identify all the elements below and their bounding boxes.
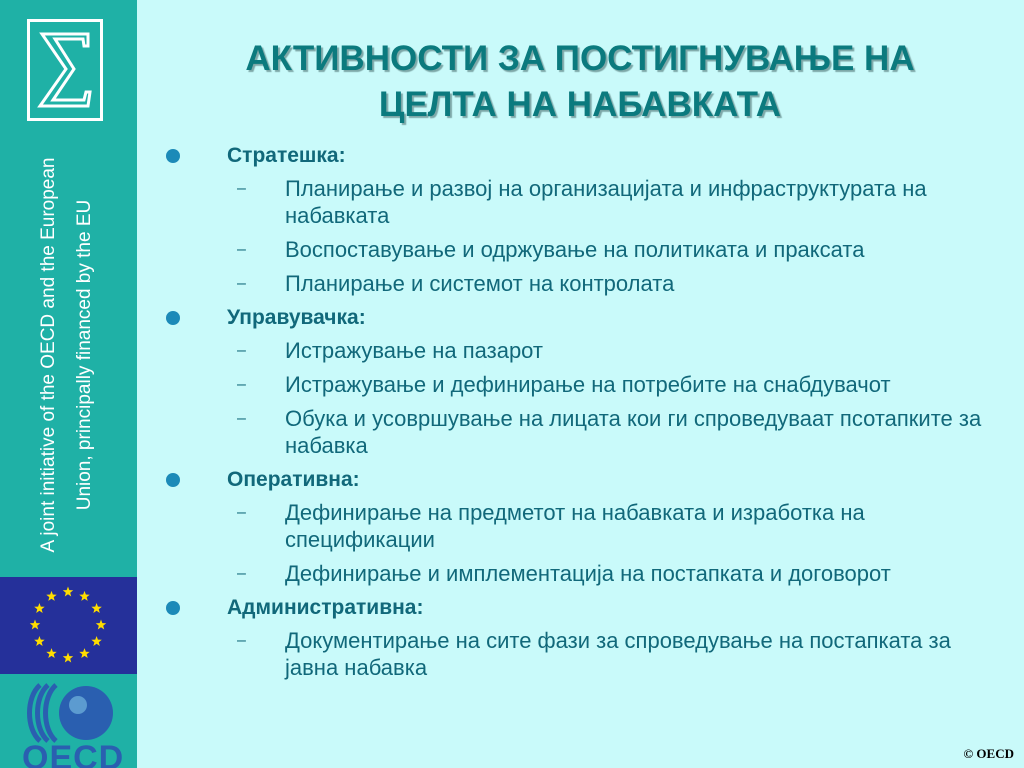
- eu-star-icon: [46, 648, 56, 658]
- category-label: Управувачка:: [227, 306, 366, 329]
- eu-star-icon: [46, 591, 56, 601]
- list-item: – Истражување и дефинирање на потребите на снабдувачот: [237, 372, 891, 397]
- eu-star-icon: [91, 603, 101, 613]
- dash-icon: –: [237, 241, 246, 258]
- dash-icon: –: [237, 632, 246, 649]
- list-item: – Воспоставување и одржување на политиката и праксата: [237, 237, 865, 262]
- list-item: – Планирање и развој на организацијата и инфраструктурата на набавката: [237, 176, 927, 228]
- category-header: [160, 466, 1010, 499]
- eu-star-icon: [34, 603, 44, 613]
- category-strategic: [160, 142, 1010, 297]
- eu-star-icon: [63, 653, 73, 663]
- sidebar: [0, 0, 137, 768]
- dash-icon: –: [237, 410, 246, 427]
- initiative-text-line2: Union, principally financed by the EU: [74, 199, 95, 511]
- eu-star-icon: [30, 620, 40, 630]
- bullet-dot-icon: [166, 473, 180, 487]
- activity-list: [160, 142, 1010, 688]
- dash-icon: –: [237, 565, 246, 582]
- slide-title-line2: ЦЕЛТА НА НАБАВКАТА: [378, 85, 782, 124]
- list-item: – Обука и усовршување на лицата кои ги спроведуваат псотапките за набавка: [237, 406, 982, 458]
- initiative-text-line1: A joint initiative of the OECD and the European: [38, 157, 59, 553]
- slide-title: [150, 36, 1010, 128]
- oecd-logo-text: OECD: [22, 739, 125, 768]
- category-label: Стратешка:: [227, 144, 346, 167]
- eu-star-icon: [79, 591, 89, 601]
- category-header: [160, 594, 1010, 627]
- bullet-dot-icon: [166, 601, 180, 615]
- list-item: – Истражување на пазарот: [237, 338, 544, 363]
- dash-icon: –: [237, 504, 246, 521]
- eu-stars-icon: [0, 577, 137, 674]
- dash-icon: –: [237, 376, 246, 393]
- category-header: [160, 142, 1010, 175]
- list-item: – Документирање на сите фази за спроведување на постапката за јавна набавка: [237, 628, 951, 680]
- sigma-logo: [27, 19, 103, 121]
- category-label: Административна:: [227, 596, 424, 619]
- dash-icon: –: [237, 180, 246, 197]
- category-managerial: [160, 304, 1010, 459]
- oecd-logo: [0, 675, 137, 768]
- dash-icon: –: [237, 342, 246, 359]
- eu-star-icon: [91, 636, 101, 646]
- sigma-icon: [30, 22, 100, 118]
- list-item: – Дефинирање и имплементација на постапката и договорот: [237, 561, 891, 586]
- eu-flag: [0, 577, 137, 674]
- category-administrative: [160, 594, 1010, 681]
- eu-star-icon: [79, 648, 89, 658]
- slide-title-line1: АКТИВНОСТИ ЗА ПОСТИГНУВАЊЕ НА: [245, 39, 915, 78]
- category-operational: [160, 466, 1010, 587]
- category-label: Оперативна:: [227, 468, 360, 491]
- eu-star-icon: [63, 587, 73, 597]
- eu-star-icon: [96, 620, 106, 630]
- initiative-text: [2, 140, 132, 570]
- category-header: [160, 304, 1010, 337]
- list-item: – Планирање и системот на контролата: [237, 271, 675, 296]
- list-item: – Дефинирање на предметот на набавката и изработка на спецификации: [237, 500, 865, 552]
- dash-icon: –: [237, 275, 246, 292]
- eu-star-icon: [34, 636, 44, 646]
- bullet-dot-icon: [166, 311, 180, 325]
- copyright-notice: © OECD: [963, 746, 1014, 761]
- bullet-dot-icon: [166, 149, 180, 163]
